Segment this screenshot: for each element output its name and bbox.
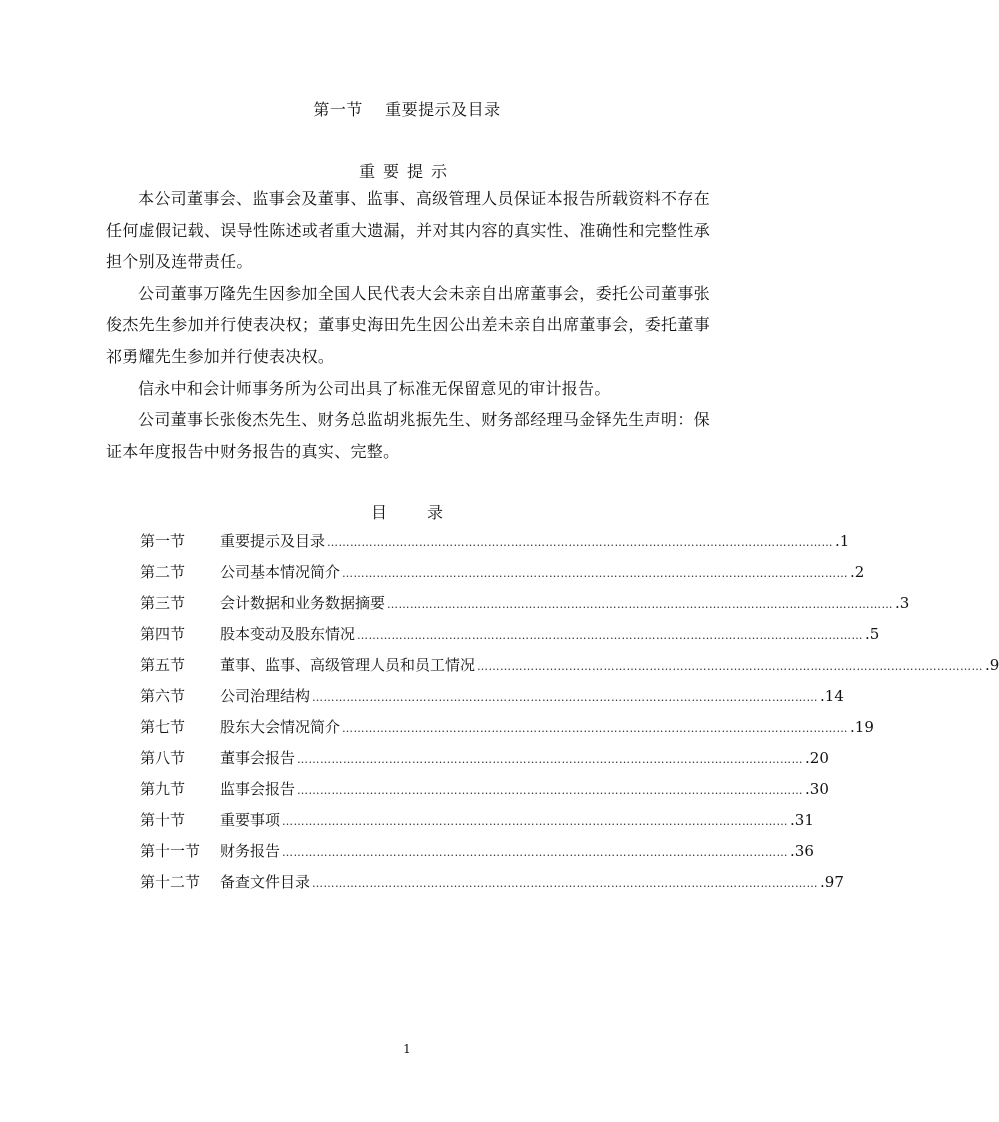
toc-item-page: .1 bbox=[835, 532, 850, 550]
toc-item[interactable] bbox=[140, 871, 844, 902]
toc-item-label: 董事、监事、高级管理人员和员工情况 bbox=[220, 656, 476, 674]
toc-item-page: .9 bbox=[985, 656, 999, 674]
toc-item-label: 会计数据和业务数据摘要 bbox=[220, 594, 386, 612]
toc-leader-dots: …………………………………………………………………………………………………………………… bbox=[342, 567, 849, 580]
toc-leader-dots: …………………………………………………………………………………………………………………… bbox=[342, 722, 849, 735]
toc-item-label: 股本变动及股东情况 bbox=[220, 625, 356, 643]
page-number: 1 bbox=[403, 1042, 411, 1056]
toc-item-label: 财务报告 bbox=[220, 842, 281, 860]
toc-item-number: 第五节 bbox=[140, 656, 186, 674]
toc-leader-dots: …………………………………………………………………………………………………………………… bbox=[297, 753, 804, 766]
toc-item-label: 公司治理结构 bbox=[220, 687, 311, 705]
toc-leader-dots: …………………………………………………………………………………………………………………… bbox=[357, 629, 864, 642]
toc-item-number: 第十二节 bbox=[140, 873, 201, 891]
toc-item-page: .36 bbox=[790, 842, 814, 860]
toc-title: 目录 bbox=[370, 503, 483, 522]
toc-item-number: 第四节 bbox=[140, 625, 186, 643]
toc-leader-dots: …………………………………………………………………………………………………………………… bbox=[477, 660, 984, 673]
notice-paragraph: 公司董事万隆先生因参加全国人民代表大会未亲自出席董事会，委托公司董事张俊杰先生参加并行使表决权；董事史海田先生因公出差未亲自出席董事会，委托董事祁勇耀先生参加并行使表决权。 bbox=[106, 283, 710, 366]
toc-item-page: .5 bbox=[865, 625, 880, 643]
toc-item[interactable] bbox=[140, 654, 999, 685]
notice-body bbox=[106, 183, 710, 467]
toc-item-label: 重要提示及目录 bbox=[220, 532, 326, 550]
toc-item-number: 第十节 bbox=[140, 811, 186, 829]
notice-paragraph: 公司董事长张俊杰先生、财务总监胡兆振先生、财务部经理马金铎先生声明：保证本年度报告中财务报告的真实、完整。 bbox=[106, 410, 710, 461]
toc-leader-dots: …………………………………………………………………………………………………………………… bbox=[282, 815, 789, 828]
notice-heading: 重要提示 bbox=[358, 162, 455, 181]
toc-item[interactable] bbox=[140, 778, 829, 809]
toc-item-page: .31 bbox=[790, 811, 814, 829]
toc-item[interactable] bbox=[140, 530, 850, 561]
toc-item-number: 第七节 bbox=[140, 718, 186, 736]
table-of-contents bbox=[140, 530, 999, 902]
toc-item[interactable] bbox=[140, 561, 865, 592]
toc-item-label: 监事会报告 bbox=[220, 780, 296, 798]
notice-paragraph: 本公司董事会、监事会及董事、监事、高级管理人员保证本报告所载资料不存在任何虚假记载、误导性陈述或者重大遗漏，并对其内容的真实性、准确性和完整性承担个别及连带责任。 bbox=[106, 189, 710, 272]
toc-item-number: 第二节 bbox=[140, 563, 186, 581]
toc-item-number: 第三节 bbox=[140, 594, 186, 612]
toc-item[interactable] bbox=[140, 685, 844, 716]
toc-leader-dots: …………………………………………………………………………………………………………………… bbox=[327, 536, 834, 549]
toc-item[interactable] bbox=[140, 809, 814, 840]
toc-leader-dots: …………………………………………………………………………………………………………………… bbox=[387, 598, 894, 611]
toc-item-page: .19 bbox=[850, 718, 874, 736]
toc-item-number: 第一节 bbox=[140, 532, 186, 550]
toc-item-label: 股东大会情况简介 bbox=[220, 718, 341, 736]
toc-item[interactable] bbox=[140, 623, 880, 654]
toc-item-page: .14 bbox=[820, 687, 844, 705]
toc-item-label: 重要事项 bbox=[220, 811, 281, 829]
toc-item[interactable] bbox=[140, 840, 814, 871]
toc-item-number: 第六节 bbox=[140, 687, 186, 705]
toc-leader-dots: …………………………………………………………………………………………………………………… bbox=[312, 877, 819, 890]
toc-item-page: .97 bbox=[820, 873, 844, 891]
notice-paragraph: 信永中和会计师事务所为公司出具了标准无保留意见的审计报告。 bbox=[138, 378, 611, 398]
toc-item-number: 第九节 bbox=[140, 780, 186, 798]
toc-leader-dots: …………………………………………………………………………………………………………………… bbox=[297, 784, 804, 797]
toc-item-number: 第八节 bbox=[140, 749, 186, 767]
toc-item[interactable] bbox=[140, 747, 829, 778]
toc-item-number: 第十一节 bbox=[140, 842, 201, 860]
toc-item-page: .30 bbox=[805, 780, 829, 798]
section-title: 第一节 重要提示及目录 bbox=[313, 100, 501, 119]
toc-item-page: .3 bbox=[895, 594, 910, 612]
toc-item-page: .20 bbox=[805, 749, 829, 767]
toc-leader-dots: …………………………………………………………………………………………………………………… bbox=[282, 846, 789, 859]
toc-item[interactable] bbox=[140, 716, 874, 747]
toc-leader-dots: …………………………………………………………………………………………………………………… bbox=[312, 691, 819, 704]
toc-item-page: .2 bbox=[850, 563, 865, 581]
toc-item-label: 备查文件目录 bbox=[220, 873, 311, 891]
toc-item-label: 公司基本情况简介 bbox=[220, 563, 341, 581]
toc-item-label: 董事会报告 bbox=[220, 749, 296, 767]
toc-item[interactable] bbox=[140, 592, 910, 623]
